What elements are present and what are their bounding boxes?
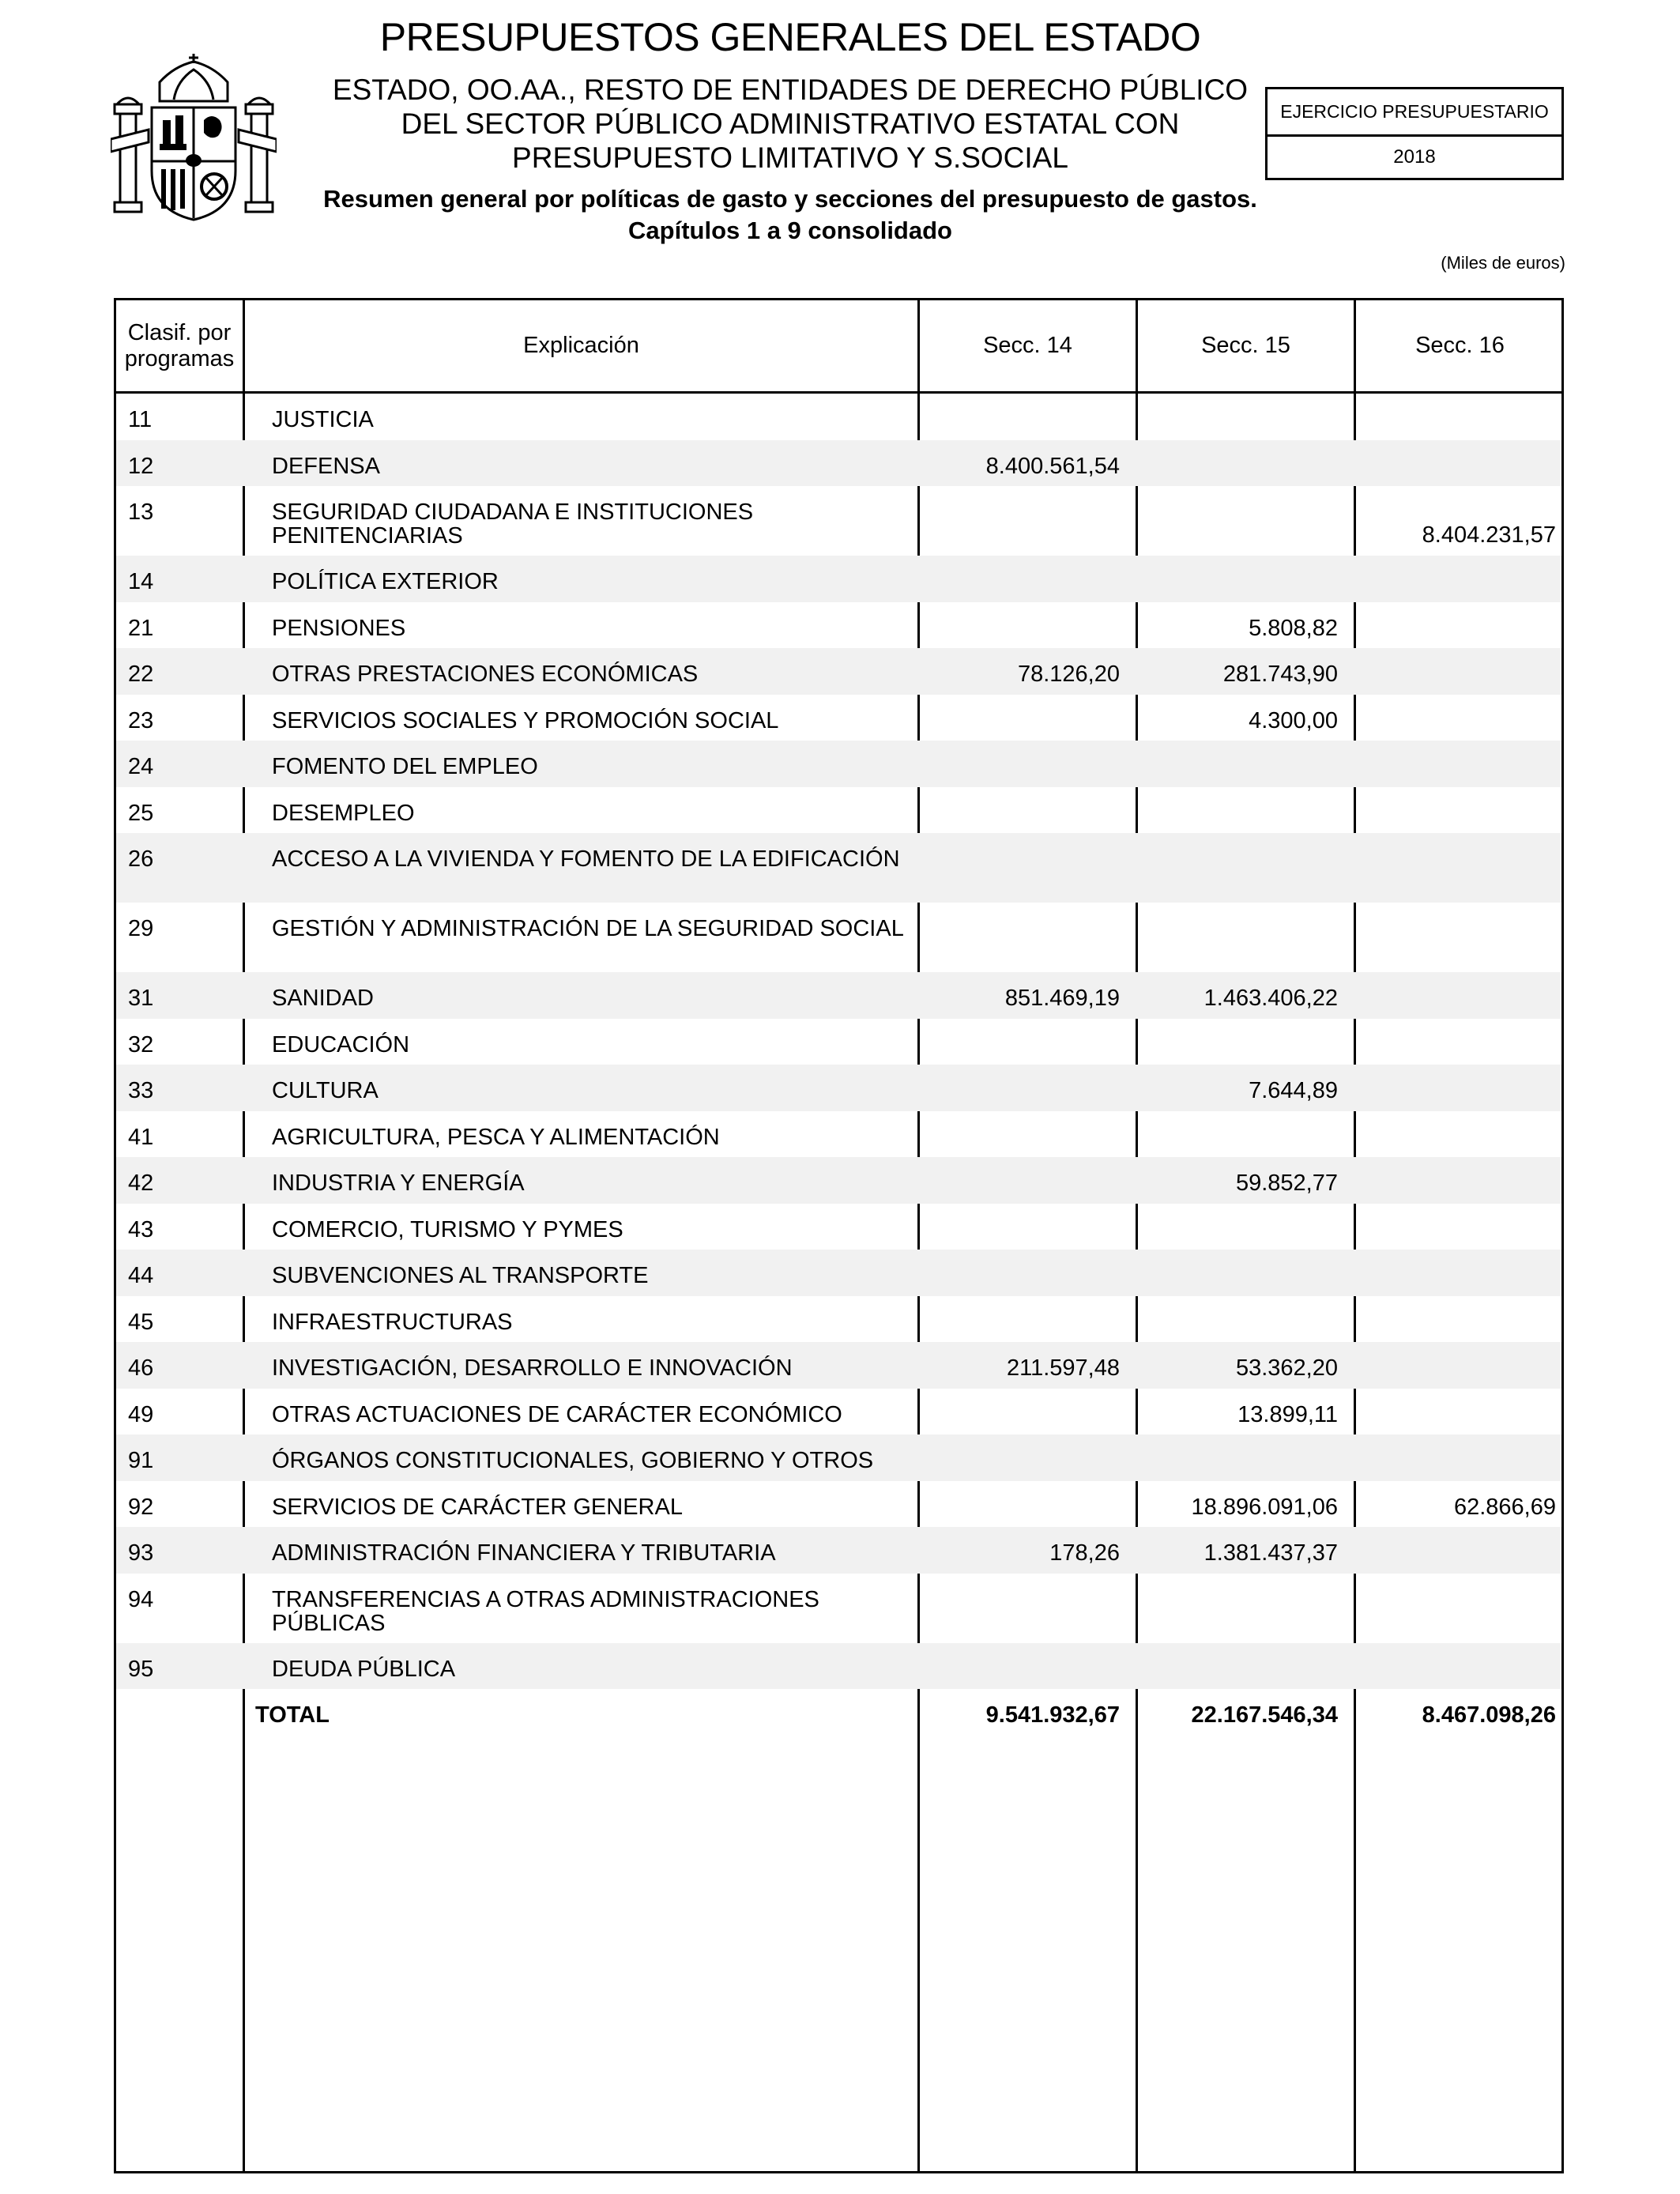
table-row [116, 1434, 1561, 1481]
row-value-secc-14: 211.597,48 [1007, 1355, 1120, 1381]
subtitle-line: ESTADO, OO.AA., RESTO DE ENTIDADES DE DERECHO PÚBLICO [332, 74, 1249, 106]
row-code: 92 [128, 1494, 154, 1520]
row-value-secc-14 [920, 1250, 1120, 1264]
row-code: 22 [128, 662, 154, 687]
row-explanation: SERVICIOS DE CARÁCTER GENERAL [272, 1494, 683, 1520]
row-explanation: AGRICULTURA, PESCA Y ALIMENTACIÓN [272, 1124, 720, 1150]
row-value-secc-16 [1356, 556, 1556, 570]
row-code: 41 [128, 1124, 154, 1150]
row-value-secc-16 [1356, 787, 1556, 801]
table-row [116, 648, 1561, 695]
column-header-secc-15: Secc. 15 [1201, 333, 1290, 358]
row-explanation: OTRAS PRESTACIONES ECONÓMICAS [272, 662, 699, 687]
row-code: 12 [128, 453, 154, 479]
column-header-secc-14: Secc. 14 [983, 333, 1072, 358]
row-explanation: TRANSFERENCIAS A OTRAS ADMINISTRACIONES PÚBLICAS [272, 1586, 819, 1636]
row-explanation: JUSTICIA [272, 407, 374, 432]
table-row [116, 1296, 1561, 1343]
row-value-secc-14: 78.126,20 [1017, 662, 1120, 687]
table-row [116, 695, 1561, 741]
row-value-secc-16 [1356, 1527, 1556, 1541]
row-value-secc-14 [920, 394, 1120, 408]
row-explanation: GESTIÓN Y ADMINISTRACIÓN DE LA SEGURIDAD SOCIAL [272, 916, 904, 941]
row-code: 23 [128, 707, 154, 733]
row-value-secc-15 [1138, 1574, 1338, 1611]
total-secc-14: 9.541.932,67 [985, 1702, 1120, 1728]
row-value-secc-15 [1138, 1204, 1338, 1218]
row-value-secc-14 [920, 903, 1120, 940]
row-value-secc-16 [1356, 1157, 1556, 1171]
fiscal-year-box [1265, 87, 1564, 180]
row-explanation: ACCESO A LA VIVIENDA Y FOMENTO DE LA EDIFICACIÓN [272, 846, 900, 872]
row-explanation: COMERCIO, TURISMO Y PYMES [272, 1216, 623, 1242]
row-explanation: SANIDAD [272, 986, 374, 1011]
row-value-secc-16 [1356, 1574, 1556, 1611]
table-row [116, 440, 1561, 487]
table-body [116, 394, 1561, 1736]
row-value-secc-16 [1356, 1296, 1556, 1310]
table-row [116, 1157, 1561, 1204]
subtitle-line: PRESUPUESTO LIMITATIVO Y S.SOCIAL [512, 141, 1068, 174]
units-note: (Miles de euros) [1441, 253, 1565, 273]
row-explanation: ÓRGANOS CONSTITUCIONALES, GOBIERNO Y OTROS [272, 1448, 874, 1473]
row-value-secc-14 [920, 1019, 1120, 1033]
row-value-secc-16 [1356, 833, 1556, 870]
row-code: 29 [128, 916, 154, 941]
row-code: 95 [128, 1656, 154, 1682]
fiscal-year-value: 2018 [1393, 146, 1436, 168]
row-value-secc-16 [1356, 1643, 1556, 1657]
table-row [116, 1019, 1561, 1065]
row-code: 45 [128, 1309, 154, 1335]
row-value-secc-15: 4.300,00 [1249, 707, 1338, 733]
table-row [116, 1342, 1561, 1389]
row-value-secc-14 [920, 1389, 1120, 1403]
row-code: 44 [128, 1263, 154, 1288]
column-header-explanation: Explicación [523, 333, 639, 358]
row-code: 42 [128, 1171, 154, 1196]
row-value-secc-15: 53.362,20 [1235, 1355, 1338, 1381]
row-explanation: INFRAESTRUCTURAS [272, 1309, 513, 1335]
row-value-secc-15: 59.852,77 [1235, 1171, 1338, 1196]
total-secc-16: 8.467.098,26 [1422, 1702, 1556, 1728]
row-explanation: INVESTIGACIÓN, DESARROLLO E INNOVACIÓN [272, 1355, 793, 1381]
total-label: TOTAL [255, 1702, 330, 1728]
row-value-secc-16 [1356, 440, 1556, 454]
row-code: 21 [128, 615, 154, 641]
row-explanation: FOMENTO DEL EMPLEO [272, 754, 538, 779]
row-value-secc-14 [920, 602, 1120, 616]
row-value-secc-15: 5.808,82 [1249, 615, 1338, 641]
summary-line: Capítulos 1 a 9 consolidado [628, 217, 952, 244]
fiscal-year-label: EJERCICIO PRESUPUESTARIO [1268, 89, 1561, 137]
table-row [116, 1111, 1561, 1158]
table-row [116, 1250, 1561, 1296]
row-value-secc-15: 1.463.406,22 [1203, 986, 1338, 1011]
subtitle-line: DEL SECTOR PÚBLICO ADMINISTRATIVO ESTATAL CON [401, 107, 1180, 140]
summary-line: Resumen general por políticas de gasto y secciones del presupuesto de gastos. [323, 185, 1257, 213]
row-value-secc-14 [920, 1157, 1120, 1171]
row-value-secc-15 [1138, 486, 1338, 523]
row-value-secc-16 [1356, 1111, 1556, 1125]
row-explanation: PENSIONES [272, 615, 406, 641]
row-value-secc-16 [1356, 648, 1556, 662]
row-value-secc-14 [920, 1574, 1120, 1611]
row-explanation: INDUSTRIA Y ENERGÍA [272, 1171, 525, 1196]
row-value-secc-16 [1356, 1065, 1556, 1079]
row-code: 11 [128, 407, 153, 432]
row-value-secc-14 [920, 695, 1120, 709]
row-code: 25 [128, 800, 154, 826]
row-value-secc-14: 178,26 [1049, 1540, 1120, 1566]
row-value-secc-15: 13.899,11 [1237, 1401, 1338, 1427]
row-explanation: DEFENSA [272, 453, 380, 479]
row-value-secc-15 [1138, 1019, 1338, 1033]
row-value-secc-16 [1356, 741, 1556, 755]
table-row [116, 1204, 1561, 1250]
row-value-secc-15: 18.896.091,06 [1191, 1494, 1338, 1520]
row-code: 32 [128, 1031, 154, 1057]
row-value-secc-16: 8.404.231,57 [1422, 522, 1556, 548]
row-code: 13 [128, 499, 154, 525]
row-code: 24 [128, 754, 154, 779]
total-row [116, 1689, 1561, 1736]
row-value-secc-15 [1138, 556, 1338, 570]
column-header-code: Clasif. por programas [124, 319, 235, 371]
row-explanation: POLÍTICA EXTERIOR [272, 569, 499, 594]
row-explanation: DEUDA PÚBLICA [272, 1656, 456, 1682]
row-value-secc-15 [1138, 741, 1338, 755]
document-summary [277, 183, 1304, 247]
table-row [116, 1643, 1561, 1690]
row-value-secc-14 [920, 787, 1120, 801]
coat-of-arms-emblem [111, 52, 277, 224]
row-value-secc-16 [1356, 1342, 1556, 1356]
row-value-secc-15: 1.381.437,37 [1203, 1540, 1338, 1566]
table-row [116, 903, 1561, 972]
table-row [116, 486, 1561, 556]
row-code: 33 [128, 1078, 154, 1103]
table-row [116, 833, 1561, 903]
row-code: 49 [128, 1401, 154, 1427]
table-row [116, 1574, 1561, 1643]
row-value-secc-15: 7.644,89 [1249, 1078, 1338, 1103]
row-value-secc-14: 851.469,19 [1004, 986, 1120, 1011]
row-value-secc-16 [1356, 602, 1556, 616]
table-row [116, 1527, 1561, 1574]
row-value-secc-16 [1356, 1389, 1556, 1403]
row-code: 14 [128, 569, 154, 594]
row-value-secc-14 [920, 1204, 1120, 1218]
row-explanation: SEGURIDAD CIUDADANA E INSTITUCIONES PENITENCIARIAS [272, 499, 754, 548]
table-row [116, 741, 1561, 787]
row-value-secc-15 [1138, 833, 1338, 870]
budget-table [114, 298, 1564, 2173]
table-row [116, 1389, 1561, 1435]
row-code: 46 [128, 1355, 154, 1381]
row-value-secc-14 [920, 1643, 1120, 1657]
table-row [116, 787, 1561, 834]
row-code: 43 [128, 1216, 154, 1242]
table-row [116, 394, 1561, 440]
document-subtitle [277, 73, 1304, 175]
row-value-secc-15 [1138, 787, 1338, 801]
column-header-secc-16: Secc. 16 [1415, 333, 1505, 358]
row-value-secc-15 [1138, 1111, 1338, 1125]
row-value-secc-15 [1138, 394, 1338, 408]
row-value-secc-16 [1356, 972, 1556, 986]
row-value-secc-14 [920, 833, 1120, 870]
table-row [116, 972, 1561, 1019]
row-value-secc-14: 8.400.561,54 [985, 453, 1120, 479]
table-row [116, 1065, 1561, 1111]
row-code: 26 [128, 846, 154, 872]
row-explanation: EDUCACIÓN [272, 1031, 410, 1057]
row-value-secc-14 [920, 486, 1120, 523]
row-explanation: OTRAS ACTUACIONES DE CARÁCTER ECONÓMICO [272, 1401, 842, 1427]
row-value-secc-14 [920, 1065, 1120, 1079]
row-value-secc-15: 281.743,90 [1222, 662, 1338, 687]
row-code: 94 [128, 1586, 154, 1612]
row-code: 93 [128, 1540, 154, 1566]
row-code: 91 [128, 1448, 154, 1473]
row-value-secc-15 [1138, 1250, 1338, 1264]
row-value-secc-14 [920, 1434, 1120, 1449]
table-row [116, 1481, 1561, 1528]
row-value-secc-14 [920, 1111, 1120, 1125]
row-value-secc-16 [1356, 695, 1556, 709]
row-value-secc-15 [1138, 440, 1338, 454]
row-explanation: DESEMPLEO [272, 800, 415, 826]
row-code: 31 [128, 986, 154, 1011]
row-explanation: ADMINISTRACIÓN FINANCIERA Y TRIBUTARIA [272, 1540, 776, 1566]
row-value-secc-16 [1356, 903, 1556, 940]
row-value-secc-16 [1356, 1250, 1556, 1264]
row-value-secc-14 [920, 741, 1120, 755]
row-value-secc-14 [920, 1481, 1120, 1495]
row-explanation: SUBVENCIONES AL TRANSPORTE [272, 1263, 649, 1288]
table-row [116, 602, 1561, 649]
row-value-secc-16 [1356, 1019, 1556, 1033]
row-value-secc-16 [1356, 1204, 1556, 1218]
table-row [116, 556, 1561, 602]
row-value-secc-16 [1356, 394, 1556, 408]
row-explanation: SERVICIOS SOCIALES Y PROMOCIÓN SOCIAL [272, 707, 779, 733]
row-value-secc-16 [1356, 1434, 1556, 1449]
row-value-secc-15 [1138, 1296, 1338, 1310]
row-value-secc-14 [920, 1296, 1120, 1310]
row-explanation: CULTURA [272, 1078, 379, 1103]
row-value-secc-15 [1138, 903, 1338, 940]
document-title: PRESUPUESTOS GENERALES DEL ESTADO [379, 15, 1201, 59]
row-value-secc-16: 62.866,69 [1453, 1494, 1556, 1520]
row-value-secc-14 [920, 556, 1120, 570]
total-secc-15: 22.167.546,34 [1191, 1702, 1338, 1728]
row-value-secc-15 [1138, 1643, 1338, 1657]
row-value-secc-15 [1138, 1434, 1338, 1449]
